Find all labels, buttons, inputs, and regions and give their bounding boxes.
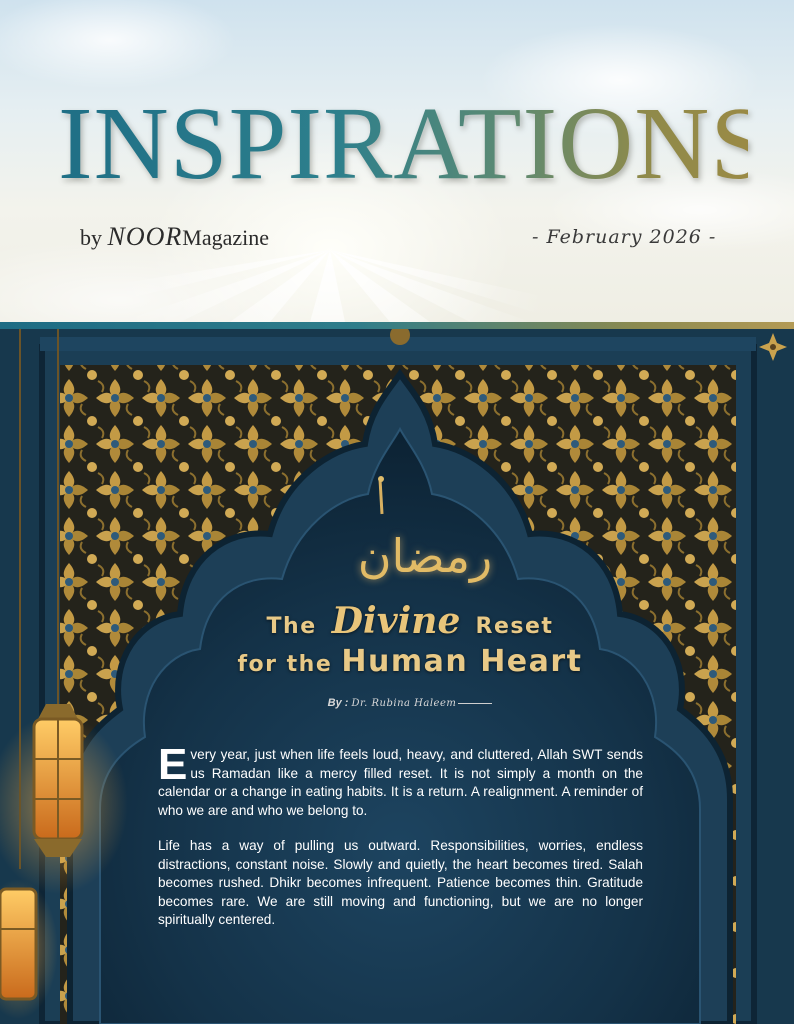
arabic-word: رمضان [357, 529, 493, 583]
heading-the: The [266, 614, 317, 639]
author-name: Dr. Rubina Haleem [351, 698, 457, 709]
article-author [300, 697, 520, 709]
byline-prefix: by [80, 225, 102, 250]
byline-brand: NOOR [107, 222, 183, 251]
heading-divine: Divine [331, 600, 461, 642]
author-prefix: By : [327, 697, 349, 709]
masthead [0, 0, 794, 322]
article-body [158, 740, 643, 947]
heading-human-heart: Human Heart [341, 644, 583, 679]
heading-for-the: for the [237, 652, 333, 677]
paragraph-1-text: very year, just when life feels loud, heavy, and cluttered, Allah SWT sends us Ramadan like a mercy filled reset. It is not simply a month on the calendar or a change in eating habits. It is a return. A realignment. A reminder of who we are and who we belong to. [158, 747, 643, 818]
arabic-calligraphy [320, 480, 520, 600]
heading-reset: Reset [475, 614, 554, 639]
paragraph-1 [158, 740, 643, 820]
paragraph-2: Life has a way of pulling us outward. Responsibilities, worries, endless distractions, constant noise. Slowly and quietly, the heart becomes tired. Salah becomes rushed. Dhikr becomes infrequent. Patience becomes thin. Gratitude becomes rare. We are still moving and functioning, but we are no longer spiritually centered. [158, 838, 643, 927]
issue-date: - February 2026 - [532, 226, 717, 248]
magazine-title: INSPIRATIONS [58, 86, 770, 201]
byline-suffix: Magazine [182, 225, 270, 250]
header-divider [0, 322, 794, 329]
drop-cap: E [158, 740, 188, 789]
magazine-byline [80, 222, 269, 252]
author-rule [458, 703, 492, 704]
article-heading [150, 600, 670, 679]
